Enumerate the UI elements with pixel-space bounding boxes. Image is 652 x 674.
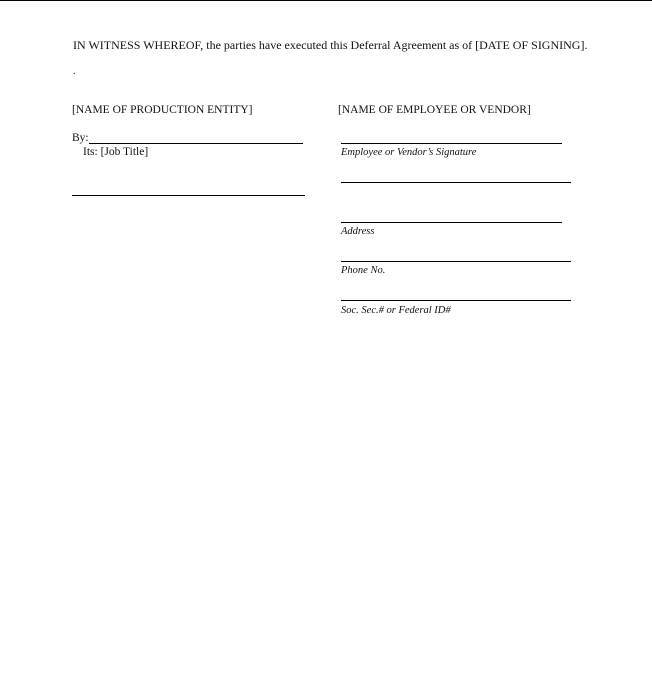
page-top-border [0,0,652,1]
witness-clause: IN WITNESS WHEREOF, the parties have executed this Deferral Agreement as of [DATE OF SIGNING]. [73,38,588,52]
address-line-1 [341,182,571,183]
production-entity-heading: [NAME OF PRODUCTION ENTITY] [72,104,253,116]
by-signature-line [89,143,303,144]
signature-caption: Employee or Vendor’s Signature [341,147,477,158]
id-line [341,300,571,301]
left-blank-line [72,195,305,196]
id-caption: Soc. Sec.# or Federal ID# [341,305,451,316]
phone-line [341,261,571,262]
phone-caption: Phone No. [341,265,386,276]
by-label: By: [72,132,89,144]
employee-vendor-heading: [NAME OF EMPLOYEE OR VENDOR] [338,104,531,116]
address-line-2 [341,222,562,223]
address-caption: Address [341,226,375,237]
signature-line [341,143,562,144]
its-job-title-label: Its: [Job Title] [83,146,149,158]
stray-mark: . [73,66,76,77]
